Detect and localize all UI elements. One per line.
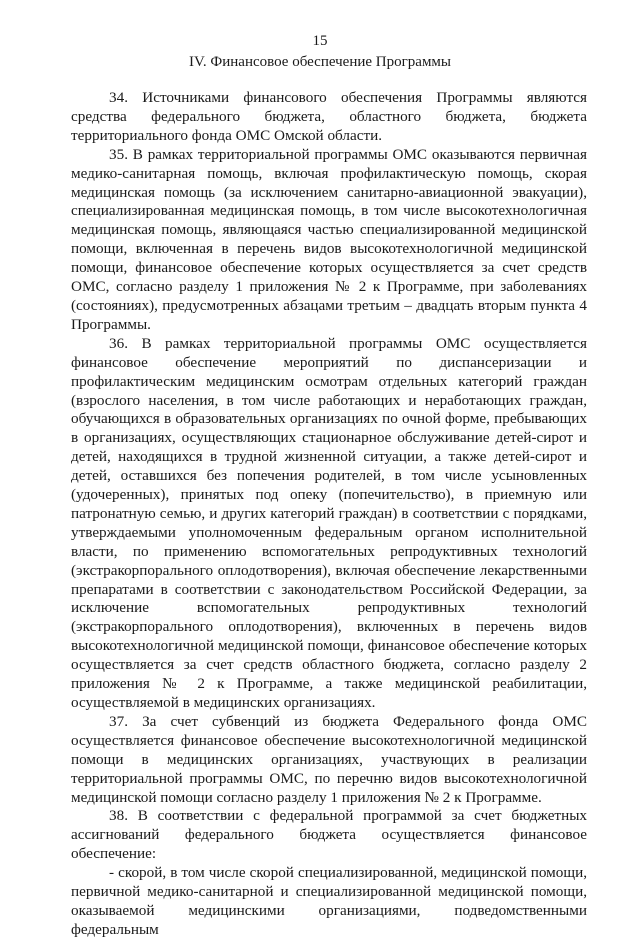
document-body xyxy=(71,89,587,940)
paragraph-35: 35. В рамках территориальной программы ОМС оказываются первичная медико-санитарная помощь, включая профилактическую помощь, скорая медицинская помощь (за исключением санитарно-авиационной эвакуации), специализированная медицинская помощь, в том числе высокотехнологичная медицинская помощь, являющаяся частью специализированной медицинской помощи, включенная в перечень видов высокотехнологичной медицинской помощи, финансовое обеспечение которых осуществляется за счет средств ОМС, согласно разделу 1 приложения № 2 к Программе, при заболеваниях (состояниях), предусмотренных абзацами третьим – двадцать вторым пункта 4 Программы. xyxy=(71,145,587,333)
paragraph-36: 36. В рамках территориальной программы ОМС осуществляется финансовое обеспечение мероприятий по диспансеризации и профилактическим медицинским осмотрам отдельных категорий граждан (взрослого населения, в том числе работающих и неработающих граждан, обучающихся в образовательных организациях по очной форме, пребывающих в организациях, осуществляющих стационарное обслуживание детей-сирот и детей, находящихся в трудной жизненной ситуации, а также детей-сирот и детей, оставшихся без попечения родителей, в том числе усыновленных (удочеренных), принятых под опеку (попечительство), в приемную или патронатную семью, и других категорий граждан) в соответствии с порядками, утверждаемыми уполномоченным федеральным органом исполнительной власти, по применению вспомогательных репродуктивных технологий (экстракорпорального оплодотворения), включая обеспечение лекарственными препаратами в соответствии с законодательством Российской Федерации, за исключение вспомогательных репродуктивных технологий (экстракорпорального оплодотворения), включенных в перечень видов высокотехнологичной медицинской помощи, финансовое обеспечение которых осуществляется за счет средств областного бюджета, согласно разделу 2 приложения № 2 к Программе, а также медицинской реабилитации, осуществляемой в медицинских организациях. xyxy=(71,334,587,711)
list-item: - скорой, в том числе скорой специализированной, медицинской помощи, первичной медико-санитарной и специализированной медицинской помощи, оказываемой медицинскими организациями, подведомственными федеральным xyxy=(71,864,587,938)
page-number: 15 xyxy=(312,33,328,49)
paragraph-37: 37. За счет субвенций из бюджета Федерального фонда ОМС осуществляется финансовое обеспечение высокотехнологичной медицинской помощи в медицинских организациях, участвующих в реализации территориальной программы ОМС, по перечню видов высокотехнологичной медицинской помощи согласно разделу 1 приложения № 2 к Программе. xyxy=(71,712,587,806)
paragraph-38: 38. В соответствии с федеральной программой за счет бюджетных ассигнований федерального бюджета осуществляется финансовое обеспечение: xyxy=(71,807,587,863)
section-title: IV. Финансовое обеспечение Программы xyxy=(188,54,452,70)
paragraph-34: 34. Источниками финансового обеспечения Программы являются средства федерального бюджета, областного бюджета, бюджета территориального фонда ОМС Омской области. xyxy=(71,89,587,144)
